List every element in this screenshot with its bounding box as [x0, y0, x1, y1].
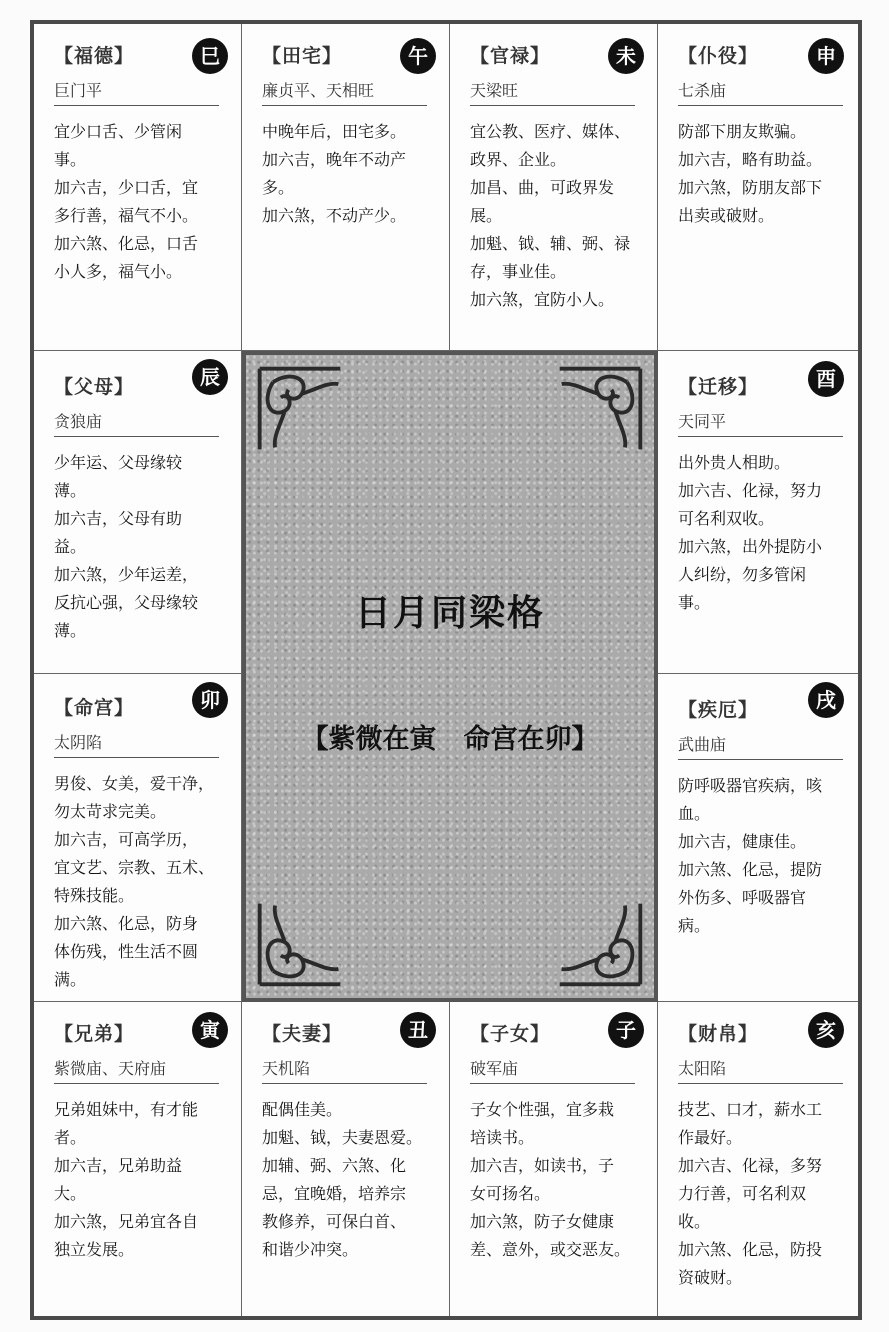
- palace-name: 【福德】: [54, 45, 135, 67]
- text-line: 加六吉，如读书，子: [470, 1156, 615, 1175]
- text-line: 反抗心强，父母缘较: [54, 593, 199, 612]
- branch-badge: 巳: [192, 38, 228, 74]
- text-line: 兄弟姐妹中，有才能: [54, 1100, 199, 1119]
- text-line: 加六煞，宜防小人。: [470, 290, 615, 309]
- text-line: 薄。: [54, 621, 87, 640]
- text-line: 外伤多、呼吸器官: [678, 888, 807, 907]
- palace-name: 【子女】: [470, 1023, 551, 1045]
- text-line: 事。: [678, 593, 711, 612]
- branch-badge: 卯: [192, 682, 228, 718]
- branch-badge: 申: [808, 38, 844, 74]
- text-line: 防呼吸器官疾病，咳: [678, 776, 823, 795]
- text-line: 展。: [470, 206, 503, 225]
- text-line: 出卖或破财。: [678, 206, 775, 225]
- palace-chou: [242, 1002, 450, 1316]
- branch-badge: 戌: [808, 682, 844, 718]
- ziwei-chart-frame: [30, 20, 862, 1320]
- text-line: 病。: [678, 916, 711, 935]
- text-line: 事。: [54, 150, 87, 169]
- star-line: 武曲庙: [678, 724, 843, 760]
- palace-wei: [450, 24, 658, 351]
- palace-wu: [242, 24, 450, 351]
- star-line: 紫微庙、天府庙: [54, 1048, 219, 1084]
- text-line: 宜文艺、宗教、五术、: [54, 858, 215, 877]
- star-line: 天梁旺: [470, 70, 635, 106]
- chart-subtitle: 【紫微在寅 命宫在卯】: [301, 724, 599, 755]
- text-line: 加六煞，兄弟宜各自: [54, 1212, 199, 1231]
- text-line: 加六煞，少年运差，: [54, 565, 199, 584]
- text-line: 差、意外，或交恶友。: [470, 1240, 631, 1259]
- text-line: 和谐少冲突。: [262, 1240, 359, 1259]
- star-line: 贪狼庙: [54, 401, 219, 437]
- text-line: 加六吉、化禄，努力: [678, 481, 823, 500]
- palace-zi: [450, 1002, 658, 1316]
- text-line: 加魁、钺，夫妻恩爱。: [262, 1128, 423, 1147]
- palace-shen: [658, 24, 858, 351]
- palace-name: 【夫妻】: [262, 1023, 343, 1045]
- star-line: 太阳陷: [678, 1048, 843, 1084]
- text-line: 加六煞、化忌，口舌: [54, 234, 199, 253]
- center-panel: [242, 351, 658, 1002]
- branch-badge: 未: [608, 38, 644, 74]
- text-line: 忌，宜晚婚，培养宗: [262, 1184, 407, 1203]
- chart-title: 日月同梁格: [354, 592, 545, 634]
- text-line: 勿太苛求完美。: [54, 802, 167, 821]
- text-line: 加六煞，出外提防小: [678, 537, 823, 556]
- branch-badge: 亥: [808, 1012, 844, 1048]
- corner-ornament-top-right-icon: [552, 361, 648, 457]
- star-line: 廉贞平、天相旺: [262, 70, 427, 106]
- text-line: 多行善，福气不小。: [54, 206, 199, 225]
- palace-yin: [34, 1002, 242, 1316]
- star-line: 七杀庙: [678, 70, 843, 106]
- text-line: 教修养，可保白首、: [262, 1212, 407, 1231]
- text-line: 政界、企业。: [470, 150, 567, 169]
- star-line: 巨门平: [54, 70, 219, 106]
- text-line: 加魁、钺、辅、弼、禄: [470, 234, 631, 253]
- palace-name: 【仆役】: [678, 45, 759, 67]
- text-line: 加六吉，少口舌，宜: [54, 178, 199, 197]
- palace-si: [34, 24, 242, 351]
- palace-name: 【父母】: [54, 376, 135, 398]
- text-line: 少年运、父母缘较: [54, 453, 183, 472]
- text-line: 特殊技能。: [54, 886, 135, 905]
- branch-badge: 子: [608, 1012, 644, 1048]
- palace-name: 【迁移】: [678, 376, 759, 398]
- palace-name: 【官禄】: [470, 45, 551, 67]
- text-line: 加六吉、化禄，多努: [678, 1156, 823, 1175]
- text-line: 女可扬名。: [470, 1184, 551, 1203]
- star-line: 天同平: [678, 401, 843, 437]
- text-line: 满。: [54, 970, 87, 989]
- text-line: 加六吉，晚年不动产: [262, 150, 407, 169]
- star-line: 破军庙: [470, 1048, 635, 1084]
- palace-name: 【田宅】: [262, 45, 343, 67]
- palace-xu: [658, 674, 858, 1002]
- text-line: 培读书。: [470, 1128, 535, 1147]
- text-line: 作最好。: [678, 1128, 743, 1147]
- text-line: 益。: [54, 537, 87, 556]
- text-line: 薄。: [54, 481, 87, 500]
- text-line: 力行善，可名利双: [678, 1184, 807, 1203]
- text-line: 可名利双收。: [678, 509, 775, 528]
- text-line: 配偶佳美。: [262, 1100, 343, 1119]
- text-line: 防部下朋友欺骗。: [678, 122, 807, 141]
- text-line: 加六吉，可高学历，: [54, 830, 199, 849]
- corner-ornament-bottom-left-icon: [252, 896, 348, 992]
- text-line: 大。: [54, 1184, 87, 1203]
- palace-mao: [34, 674, 242, 1002]
- text-line: 加六吉，健康佳。: [678, 832, 807, 851]
- branch-badge: 寅: [192, 1012, 228, 1048]
- text-line: 收。: [678, 1212, 711, 1231]
- text-line: 男俊、女美，爱干净，: [54, 774, 215, 793]
- text-line: 多。: [262, 178, 295, 197]
- star-line: 天机陷: [262, 1048, 427, 1084]
- text-line: 出外贵人相助。: [678, 453, 791, 472]
- corner-ornament-top-left-icon: [252, 361, 348, 457]
- text-line: 存，事业佳。: [470, 262, 567, 281]
- text-line: 体伤残，性生活不圆: [54, 942, 199, 961]
- text-line: 中晚年后，田宅多。: [262, 122, 407, 141]
- text-line: 技艺、口才，薪水工: [678, 1100, 823, 1119]
- text-line: 加六吉，兄弟助益: [54, 1156, 183, 1175]
- branch-badge: 酉: [808, 361, 844, 397]
- text-line: 者。: [54, 1128, 87, 1147]
- palace-hai: [658, 1002, 858, 1316]
- text-line: 加六煞、化忌，提防: [678, 860, 823, 879]
- palace-name: 【疾厄】: [678, 699, 759, 721]
- text-line: 加六煞、化忌，防投: [678, 1240, 823, 1259]
- text-line: 子女个性强，宜多栽: [470, 1100, 615, 1119]
- text-line: 小人多，福气小。: [54, 262, 183, 281]
- text-line: 加辅、弼、六煞、化: [262, 1156, 407, 1175]
- text-line: 加六煞，防子女健康: [470, 1212, 615, 1231]
- palace-name: 【财帛】: [678, 1023, 759, 1045]
- text-line: 加六煞、化忌，防身: [54, 914, 199, 933]
- palace-name: 【兄弟】: [54, 1023, 135, 1045]
- text-line: 加六吉，父母有助: [54, 509, 183, 528]
- text-line: 宜少口舌、少管闲: [54, 122, 183, 141]
- palace-name: 【命宫】: [54, 697, 135, 719]
- text-line: 加六煞，不动产少。: [262, 206, 407, 225]
- text-line: 加昌、曲，可政界发: [470, 178, 615, 197]
- branch-badge: 辰: [192, 359, 228, 395]
- branch-badge: 丑: [400, 1012, 436, 1048]
- branch-badge: 午: [400, 38, 436, 74]
- text-line: 加六煞，防朋友部下: [678, 178, 823, 197]
- palace-you: [658, 351, 858, 674]
- text-line: 资破财。: [678, 1268, 743, 1287]
- text-line: 独立发展。: [54, 1240, 135, 1259]
- star-line: 太阴陷: [54, 722, 219, 758]
- text-line: 加六吉，略有助益。: [678, 150, 823, 169]
- palace-chen: [34, 351, 242, 674]
- text-line: 血。: [678, 804, 711, 823]
- corner-ornament-bottom-right-icon: [552, 896, 648, 992]
- text-line: 人纠纷，勿多管闲: [678, 565, 807, 584]
- text-line: 宜公教、医疗、媒体、: [470, 122, 631, 141]
